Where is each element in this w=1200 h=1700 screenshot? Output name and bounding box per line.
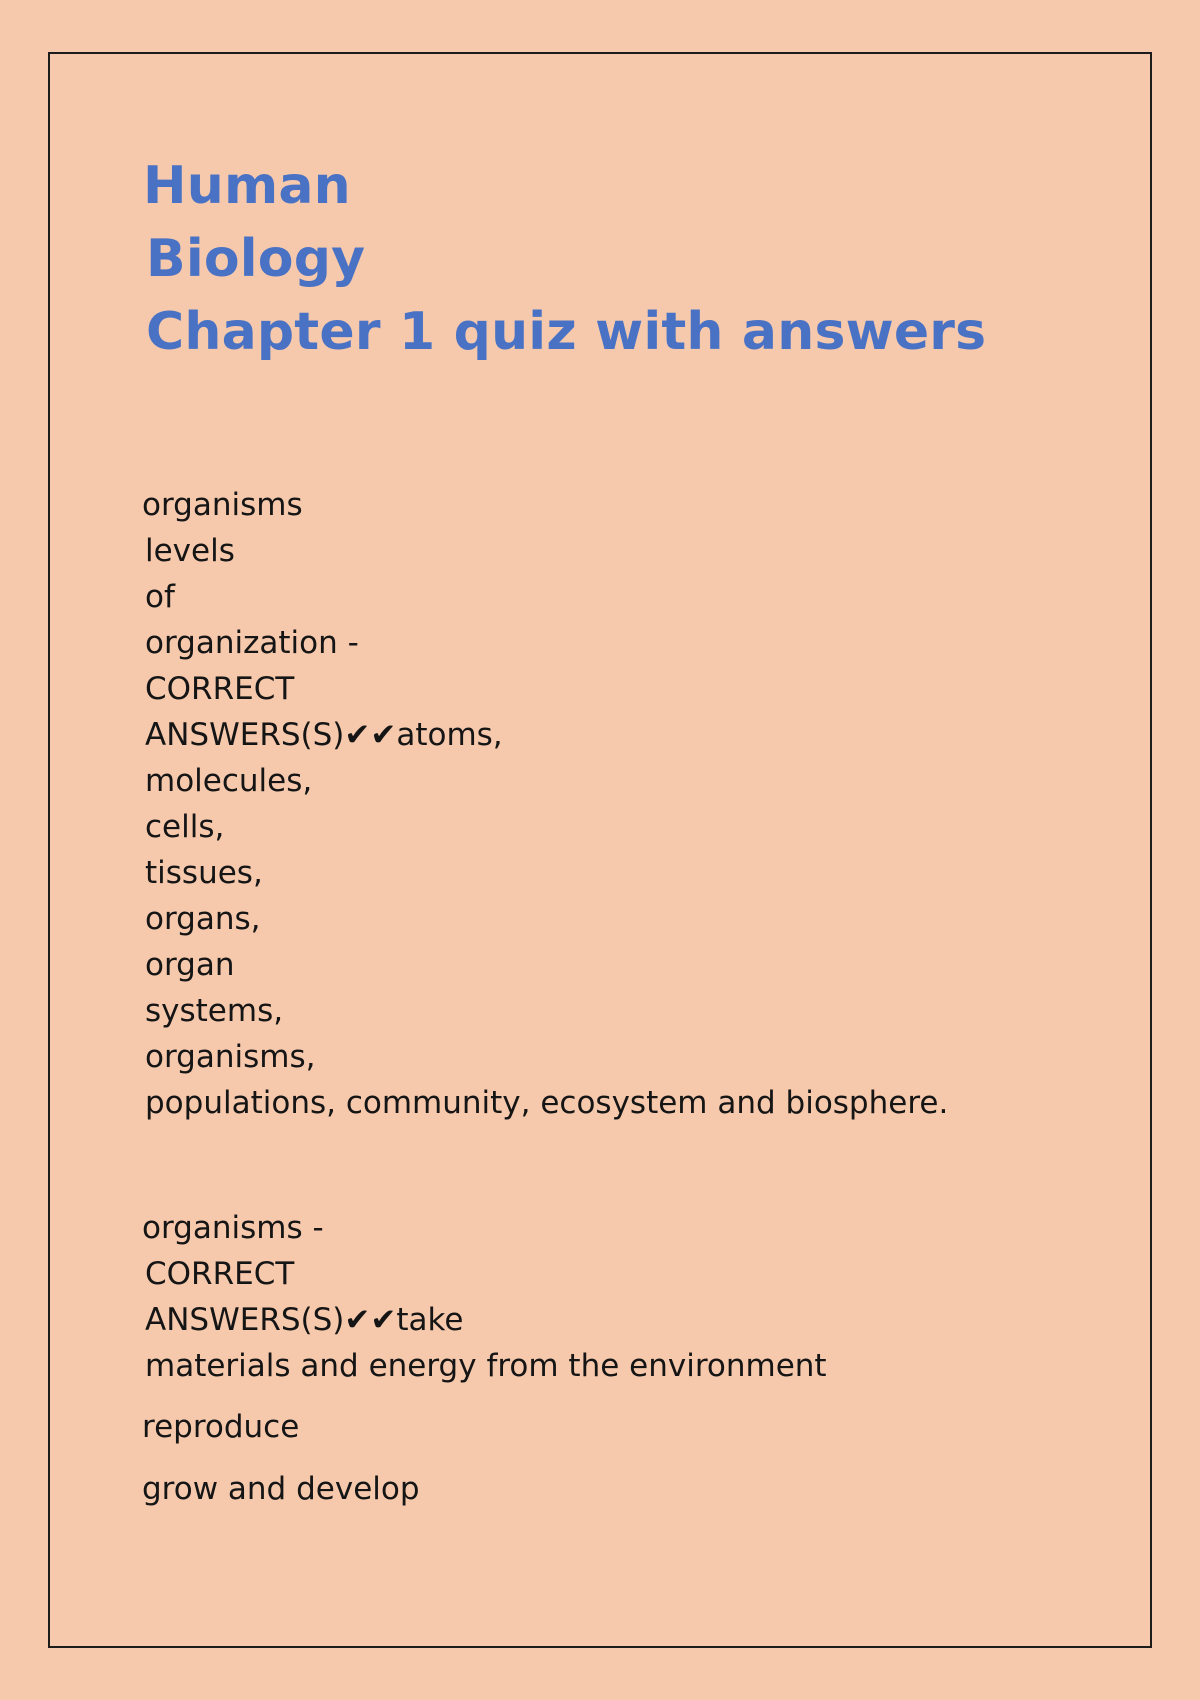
- q1-line: tissues,: [145, 855, 263, 891]
- title-line-2: Biology: [146, 229, 366, 289]
- q2-line: CORRECT: [145, 1256, 295, 1292]
- answer-reproduce: reproduce: [142, 1409, 300, 1445]
- q1-line: levels: [145, 533, 235, 569]
- q1-line: organs,: [145, 901, 261, 937]
- q1-line: organ: [145, 947, 235, 983]
- document-title: [143, 150, 986, 369]
- q2-line: organisms -: [142, 1210, 324, 1246]
- q1-line: of: [145, 579, 175, 615]
- q1-line: CORRECT: [145, 671, 295, 707]
- q1-answer-line: ANSWERS(S)✔✔atoms,: [145, 717, 503, 753]
- question-2-block: [142, 1205, 827, 1389]
- answer-grow-and-develop: grow and develop: [142, 1471, 420, 1507]
- question-1-block: [142, 482, 948, 1126]
- title-line-1: Human: [143, 156, 351, 216]
- q1-line: cells,: [145, 809, 225, 845]
- q1-line: organisms,: [145, 1039, 316, 1075]
- q1-line: organisms: [142, 487, 303, 523]
- q2-answer-line: ANSWERS(S)✔✔take: [145, 1302, 464, 1338]
- q1-line: populations, community, ecosystem and biosphere.: [145, 1085, 949, 1121]
- title-line-3: Chapter 1 quiz with answers: [146, 302, 987, 362]
- q2-line: materials and energy from the environment: [145, 1348, 827, 1384]
- q1-line: systems,: [145, 993, 284, 1029]
- q1-line: molecules,: [145, 763, 313, 799]
- q1-line: organization -: [145, 625, 359, 661]
